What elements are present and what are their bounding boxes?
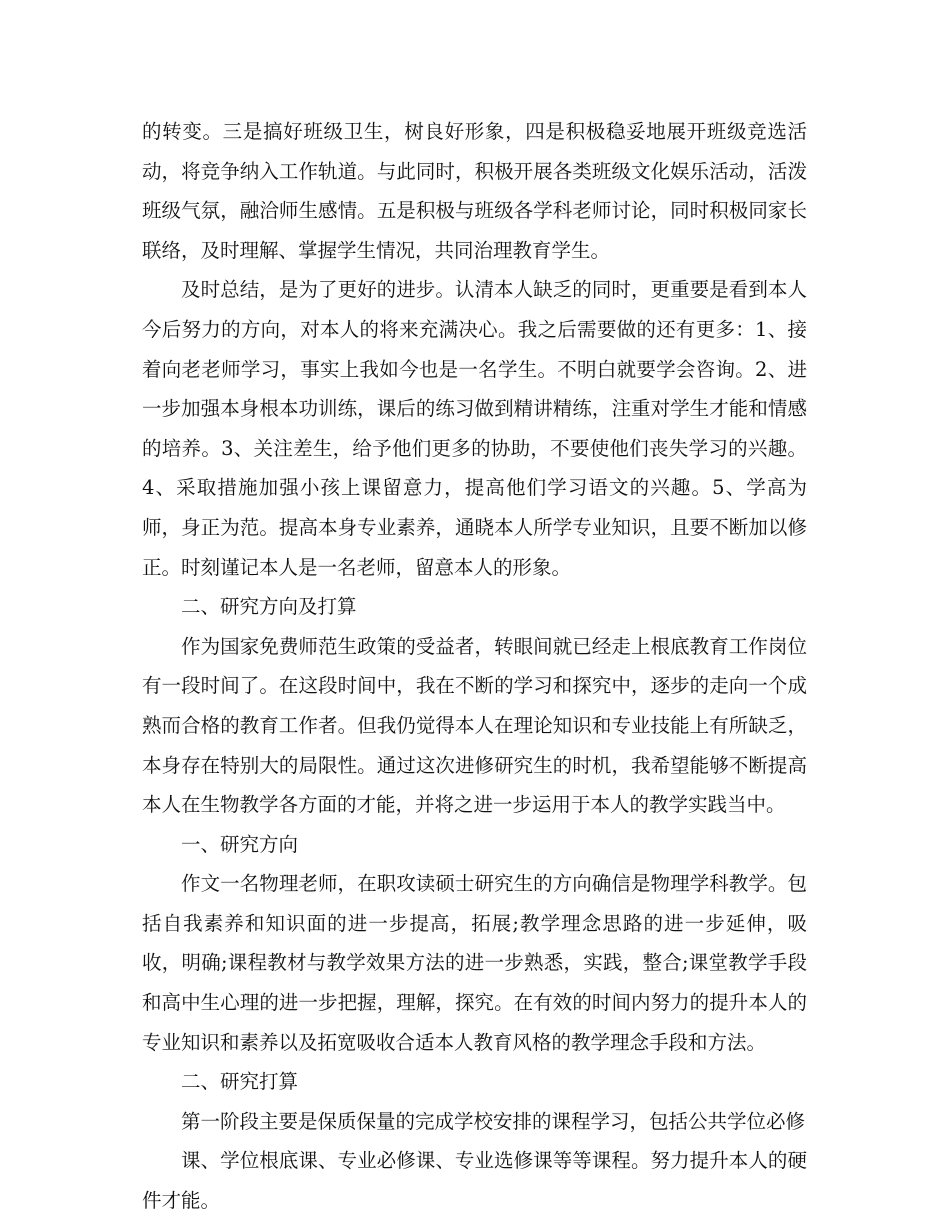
paragraph-summary-plans: 及时总结，是为了更好的进步。认清本人缺乏的同时，更重要是看到本人今后努力的方向，对本人的将来充满决心。我之后需要做的还有更多：1、接着向老老师学习，事实上我如今也是一名学生。不明白就要学会咨询。2、进一步加强本身根本功训练，课后的练习做到精讲精练，注重对学生才能和情感的培养。3、关注差生，给予他们更多的协助，不要使他们丧失学习的兴趣。4、采取措施加强小孩上课留意力，提高他们学习语文的兴趣。5、学高为师，身正为范。提高本身专业素养，通晓本人所学专业知识，且要不断加以修正。时刻谨记本人是一名老师，留意本人的形象。: [142, 278, 807, 579]
heading-research-direction: 一、研究方向: [181, 832, 299, 856]
paragraph-class-management: 的转变。三是搞好班级卫生，树良好形象，四是积极稳妥地展开班级竞选活动，将竞争纳入工作轨道。与此同时，积极开展各类班级文化娱乐活动，活泼班级气氛，融洽师生感情。五是积极与班级各学科老师讨论，同时积极同家长联络，及时理解、掌握学生情况，共同治理教育学生。: [142, 120, 807, 262]
heading-research-direction-and-plan: 二、研究方向及打算: [181, 595, 357, 619]
paragraph-stage-one-continued: 课、学位根底课、专业必修课、专业选修课等等课程。努力提升本人的硬件才能。: [142, 1149, 807, 1213]
paragraph-research-direction: 作文一名物理老师，在职攻读硕士研究生的方向确信是物理学科教学。包括自我素养和知识面的进一步提高，拓展;教学理念思路的进一步延伸，吸收，明确;课程教材与教学效果方法的进一步熟悉，实践，整合;课堂教学手段和高中生心理的进一步把握，理解，探究。在有效的时间内努力的提升本人的专业知识和素养以及拓宽吸收合适本人教育风格的教学理念手段和方法。: [142, 872, 807, 1054]
paragraph-background: 作为国家免费师范生政策的受益者，转眼间就已经走上根底教育工作岗位有一段时间了。在这段时间中，我在不断的学习和探究中，逐步的走向一个成熟而合格的教育工作者。但我仍觉得本人在理论知识和专业技能上有所缺乏，本身存在特别大的局限性。通过这次进修研究生的时机，我希望能够不断提高本人在生物教学各方面的才能，并将之进一步运用于本人的教学实践当中。: [142, 634, 807, 817]
heading-research-plan: 二、研究打算: [181, 1070, 299, 1094]
paragraph-stage-one: 第一阶段主要是保质保量的完成学校安排的课程学习，包括公共学位必修: [181, 1109, 806, 1133]
document-body: [142, 112, 807, 1221]
